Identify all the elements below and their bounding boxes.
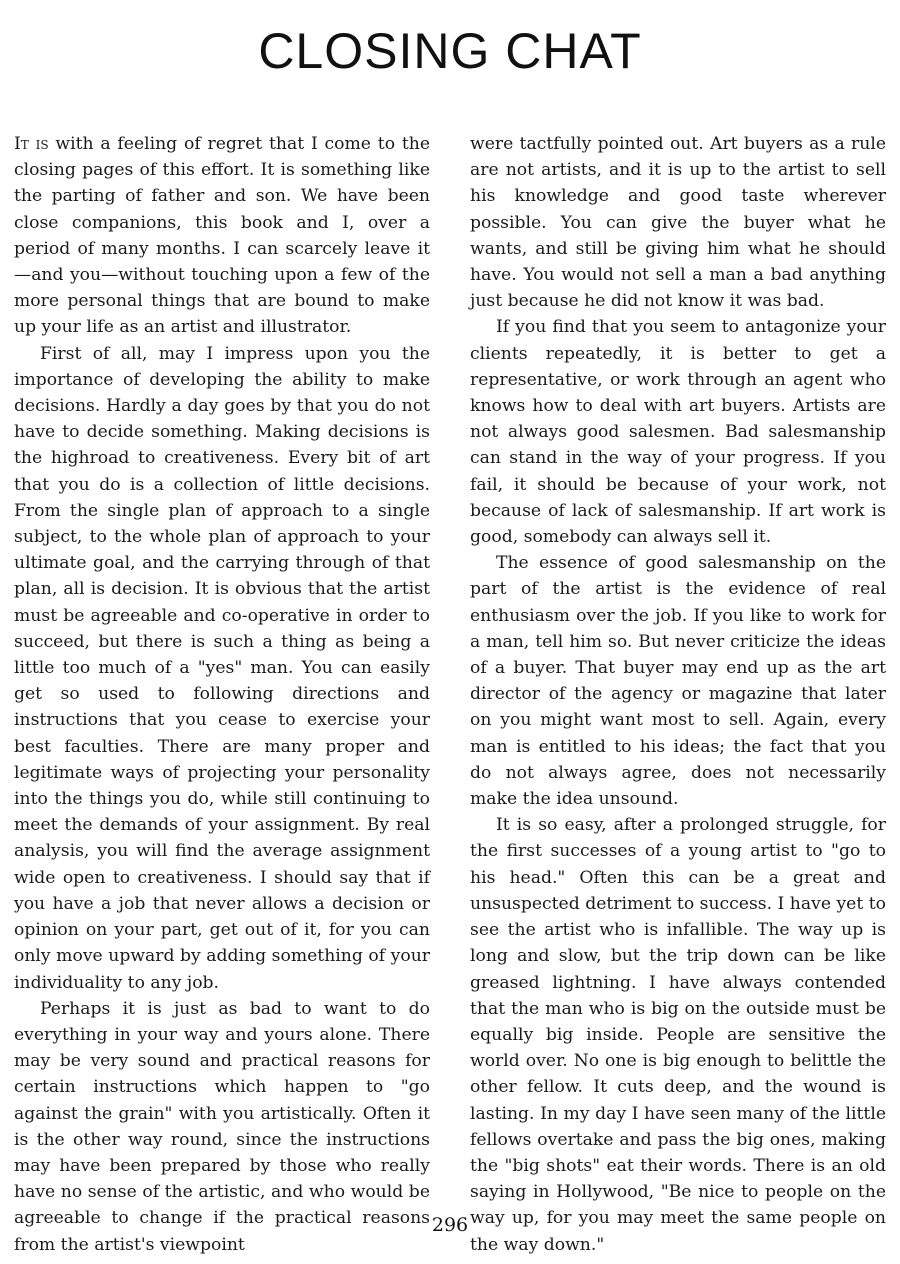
paragraph: It is so easy, after a prolonged struggle, for the first successes of a young artist to "go to his head." Often this can be a great and unsuspected detriment to success. I have yet to see the artist who is infallible. The way up is long and slow, but the trip down can be like greased lightning. I have always contended that the man who is big on the outside must be equally big inside. People are sensitive the world over. No one is big enough to belittle the other fellow. It cuts deep, and the wound is lasting. In my day I have seen many of the little fellows overtake and pass the big ones, making the "big shots" eat their words. There is an old saying in Hollywood, "Be nice to people on the way up, for you may meet the same people on the way down." <box>470 815 886 1255</box>
paragraph: were tactfully pointed out. Art buyers as a rule are not artists, and it is up to the artist to sell his knowledge and good taste wherever possible. You can give the buyer what he wants, and still be giving him what he should have. You would not sell a man a bad anything just because he did not know it was bad. <box>470 134 886 312</box>
page-number: 296 <box>431 1214 469 1236</box>
paragraph <box>14 131 430 341</box>
paragraph: If you find that you seem to antagonize your clients repeatedly, it is better to get a representative, or work through an agent who knows how to deal with art buyers. Artists are not always good salesmen. Bad salesmanship can stand in the way of your progress. If you fail, it should be because of your work, not because of lack of salesmanship. If art work is good, somebody can always sell it. <box>470 317 886 548</box>
page-title: CLOSING CHAT <box>258 23 642 79</box>
paragraph: Perhaps it is just as bad to want to do everything in your way and yours alone. There may be very sound and practical reasons for certain instructions which happen to "go against the grain" with you artistically. Often it is the other way round, since the instructions may have been prepared by those who really have no sense of the artistic, and who would be agreeable to change if the practical reasons from the artist's viewpoint <box>14 998 430 1255</box>
paragraph-text: with a feeling of regret that I come to the closing pages of this effort. It is something like the parting of father and son. We have been close companions, this book and I, over a period of many months. I can scarcely leave it—and you—without touching upon a few of the more personal things that are bound to make up your life as an artist and illustrator. <box>14 134 430 338</box>
lead-in-small-caps: It is <box>14 134 49 154</box>
paragraph: First of all, may I impress upon you the importance of developing the ability to make decisions. Hardly a day goes by that you do not have to decide something. Making decisions is the highroad to creativeness. Every bit of art that you do is a collection of little decisions. From the single plan of approach to a single subject, to the whole plan of approach to your ultimate goal, and the carrying through of that plan, all is decision. It is obvious that the artist must be agreeable and co-operative in order to succeed, but there is such a thing as being a little too much of a "yes" man. You can easily get so used to following directions and instructions that you cease to exercise your best faculties. There are many proper and legitimate ways of projecting your personality into the things you do, while still continuing to meet the demands of your assignment. By real analysis, you will find the average assignment wide open to creativeness. I should say that if you have a job that never allows a decision or opinion on your part, get out of it, for you can only move upward by adding something of your individuality to any job. <box>14 343 430 993</box>
left-column <box>14 131 430 1258</box>
paragraph: The essence of good salesmanship on the part of the artist is the evidence of real enthusiasm over the job. If you like to work for a man, tell him so. But never criticize the ideas of a buyer. That buyer may end up as the art director of the agency or magazine that later on you might want most to sell. Again, every man is entitled to his ideas; the fact that you do not always agree, does not necessarily make the idea unsound. <box>470 553 886 810</box>
right-column <box>470 131 886 1258</box>
